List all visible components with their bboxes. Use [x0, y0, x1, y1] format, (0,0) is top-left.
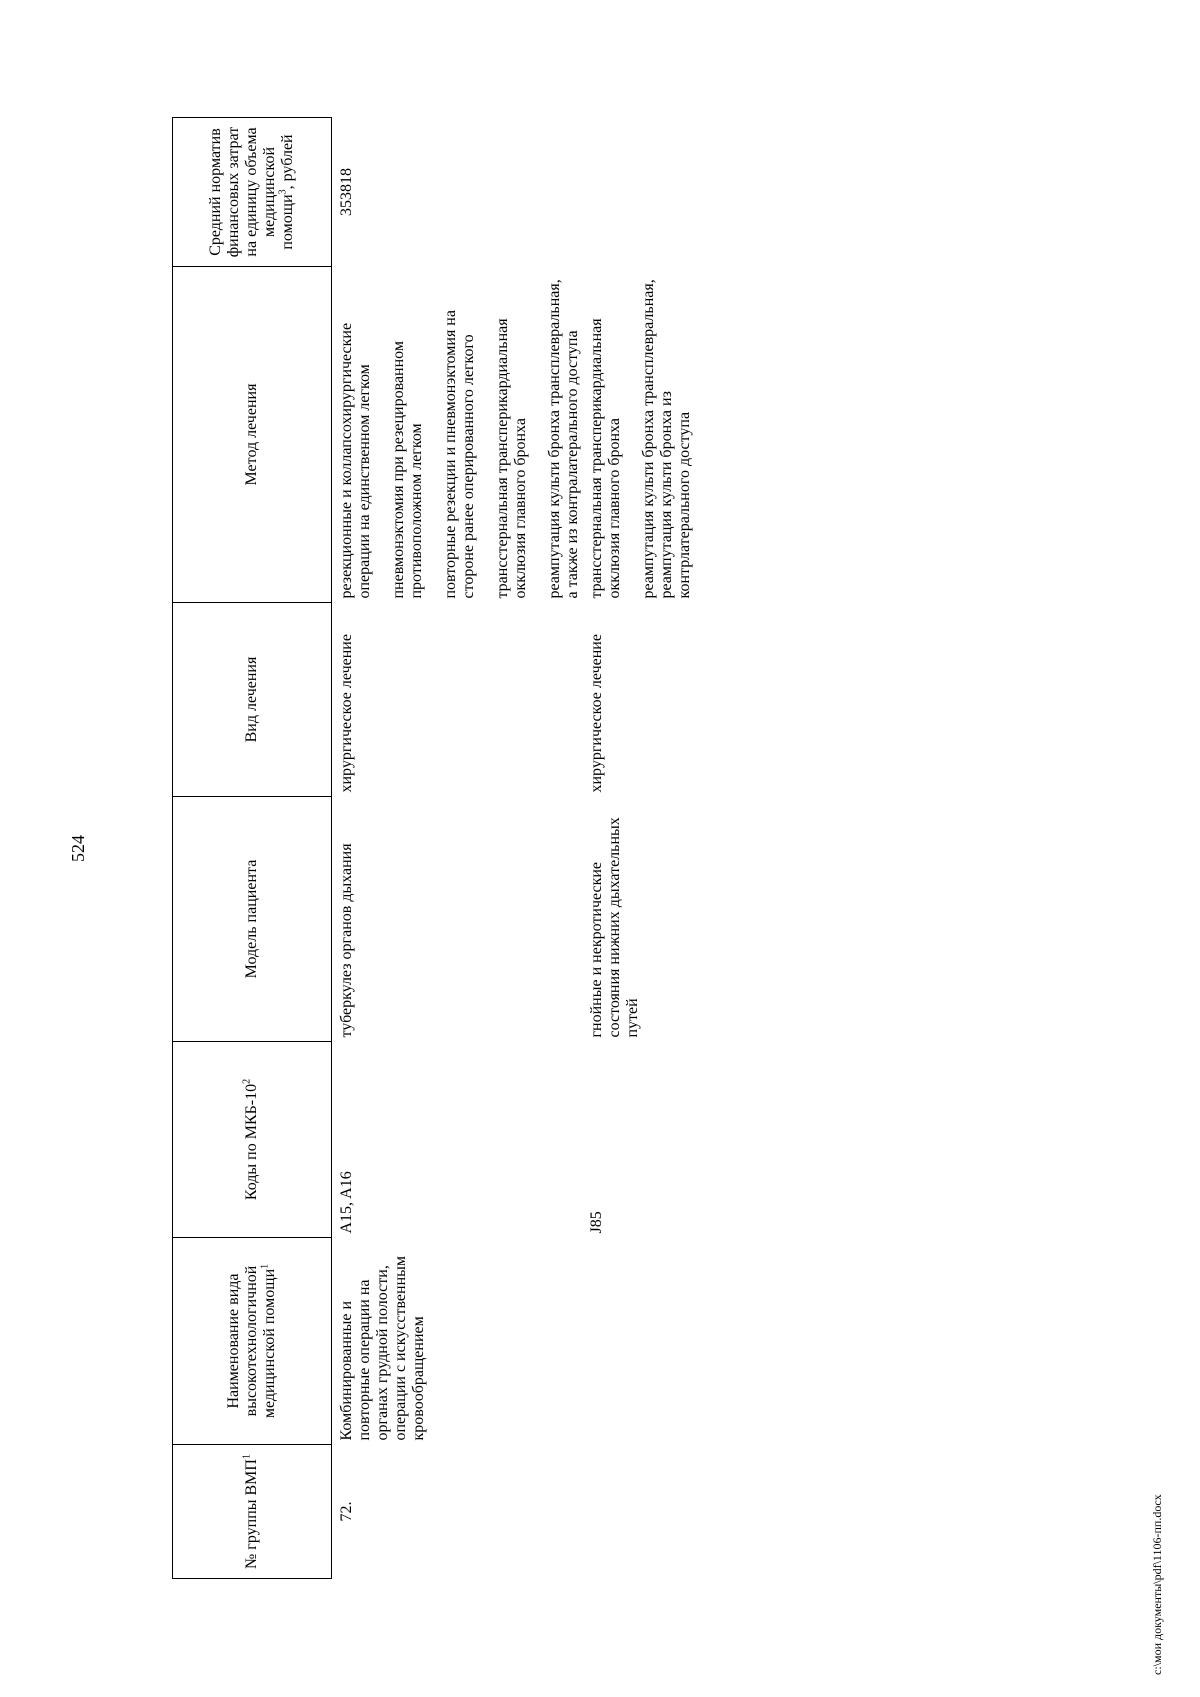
table-header-row: [173, 118, 332, 1579]
header-kind: Вид лечения: [173, 603, 332, 797]
cell-codes: A15, A16: [338, 1171, 355, 1234]
cell-model: туберкулез органов дыхания: [338, 843, 355, 1038]
cell-codes: J85: [588, 1211, 605, 1234]
cell-methods: [582, 267, 694, 603]
cell-name: Комбинированные и повторные операции на органах грудной полости, операции с искусственным кровообращением: [338, 1255, 427, 1441]
vmp-table: [172, 117, 694, 1579]
cell-cost: [582, 118, 694, 267]
header-cost: Средний норматив финансовых затрат на единицу объема медицинской помощи$^3$, рублей: [173, 118, 332, 267]
method-item: повторные резекции и пневмонэктомия на стороне ранее оперированного легкого: [442, 310, 477, 599]
cell-name: [582, 1238, 694, 1445]
cell-kind: хирургическое лечение: [588, 634, 605, 793]
method-item: трансстернальная транcперикардиальная окклюзия главного бронха: [588, 318, 623, 599]
method-item: резекционные и коллапсохирургические операции на единственном легком: [338, 322, 373, 599]
file-path-footer: c:\мои документы\pdf\1106-пп.docx: [1150, 1494, 1164, 1675]
table-row: [582, 118, 694, 1579]
header-group: № группы ВМП$^1$: [173, 1445, 332, 1579]
header-model: Модель пациента: [173, 797, 332, 1042]
cell-kind: хирургическое лечение: [338, 634, 355, 793]
header-codes: Коды по МКБ-$10^2$: [173, 1042, 332, 1238]
method-item: реампутация культи бронха трансплевральная, реампутация культи бронха из контрлатерального доступа: [640, 279, 693, 599]
cell-cost: 353818: [338, 168, 355, 216]
method-item: трансстернальная транcперикардиальная окклюзия главного бронха: [494, 318, 529, 599]
cell-methods: [332, 267, 583, 603]
cell-group: [582, 1445, 694, 1579]
method-item: пневмонэктомия при резецированном противоположном легком: [390, 340, 425, 599]
cell-group: 72.: [338, 1501, 355, 1522]
header-name: Наименование вида высокотехнологичной медицинской помощи$^1$: [173, 1238, 332, 1445]
method-item: реампутация культи бронха трансплевральная, а также из контралатерального доступа: [546, 279, 581, 599]
cell-model: гнойные и некротические состояния нижних дыхательных путей: [588, 817, 641, 1038]
header-method: Метод лечения: [173, 267, 332, 603]
page-number: 524: [68, 835, 88, 862]
table-row: [332, 118, 583, 1579]
